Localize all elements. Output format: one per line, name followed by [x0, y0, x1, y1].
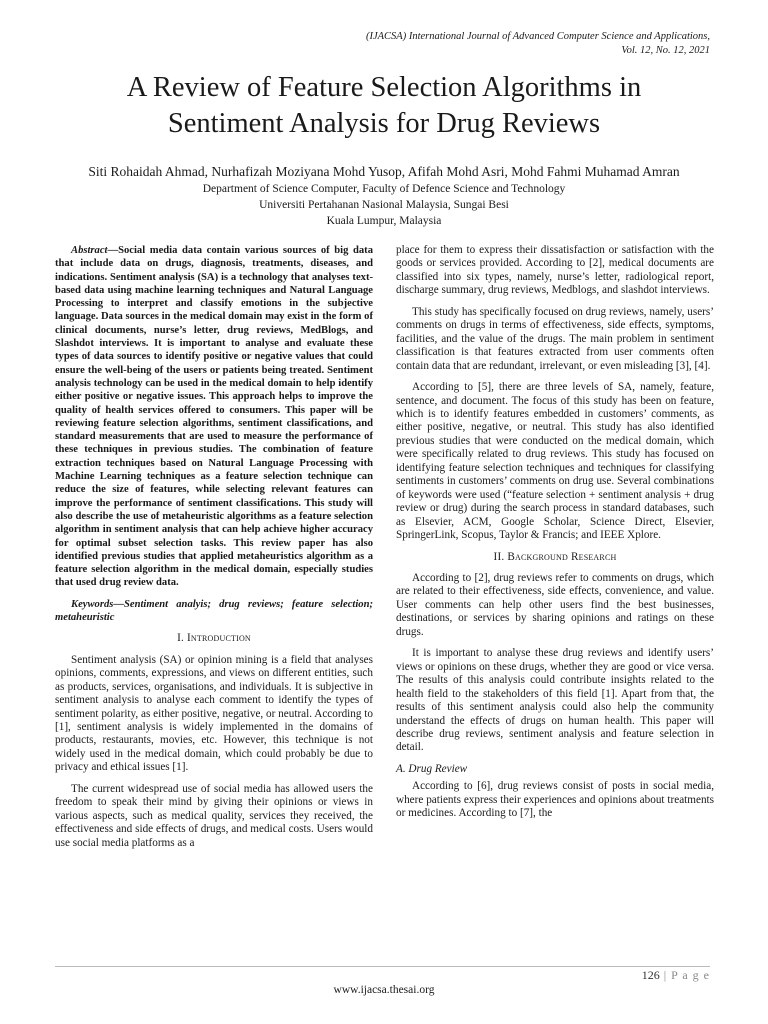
page-number [642, 968, 710, 983]
right-column [396, 244, 714, 829]
abstract-label: Abstract [71, 245, 108, 256]
drug-review-paragraph-1: According to [6], drug reviews consist of posts in social media, where patients express their experiences and opinions about treatments or medicines. According to [7], the [396, 780, 714, 820]
page-number-value: 126 [641, 968, 660, 982]
footer-divider [55, 966, 710, 967]
intro-paragraph-5: According to [5], there are three levels of SA, namely, feature, sentence, and document. The focus of this study has been on feature, which is to identify features embedded in customers’ comments, as either positive, negative, or neutral. This study has also identified previous studies that were conducted on the medical domain, which were specifically related to drug reviews. This study has focused on identifying feature selection techniques and techniques for classifying sentiments in customers’ comments on drug use. Several combinations of keywords were used (“feature selection + sentiment analysis + drug review or drug) during the search process in standard databases, such as Elsevier, ACM, Google Scholar, Science Direct, Elsevier, SpringerLink, Scopus, Taylor & Francis; and IEEE Xplore. [396, 381, 714, 542]
journal-volume: Vol. 12, No. 12, 2021 [621, 45, 710, 56]
intro-paragraph-4: This study has specifically focused on drug reviews, namely, users’ comments on drugs in terms of effectiveness, side effects, symptoms, facilities, and the value of the drugs. The main problem in sentiment classification is that features extracted from user comments often contain data that are redundant, irrelevant, or even misleading [3], [4]. [396, 305, 714, 372]
journal-name: (IJACSA) International Journal of Advanced Computer Science and Applications, [365, 31, 710, 42]
affiliation-university: Universiti Pertahanan Nasional Malaysia, Sungai Besi [259, 199, 509, 211]
affiliation [40, 181, 728, 229]
author-list: Siti Rohaidah Ahmad, Nurhafizah Moziyana Mohd Yusop, Afifah Mohd Asri, Mohd Fahmi Muhamad Amran [88, 164, 680, 179]
background-paragraph-1: According to [2], drug reviews refer to comments on drugs, which are related to their effectiveness, side effects, convenience, and value. User comments can help other users find the best businesses, destinations, or services by sharing opinions and ratings on these drugs. [396, 571, 714, 638]
subsection-heading-drug-review: A. Drug Review [396, 762, 468, 775]
background-paragraph-2: It is important to analyse these drug reviews and identify users’ views or opinions on these drugs, whether they are good or vice versa. The results of this analysis could contribute insights related to the health field to the stakeholders of this field [1]. Apart from that, the results of this sentiment analysis could also help the community understand the effects of drugs on human health. This paper will describe drug reviews, sentiment analysis and feature selection in detail. [396, 647, 714, 754]
section-heading-introduction: I. Introduction [177, 632, 251, 645]
intro-paragraph-2: The current widespread use of social media has allowed users the freedom to speak their mind by giving their opinions or views in various aspects, such as medical quality, services they received, the effectiveness and side effects of drugs, and medical costs. Users would use social media platforms as a [55, 782, 373, 849]
intro-paragraph-1: Sentiment analysis (SA) or opinion mining is a field that analyses opinions, comments, expressions, and views on different entities, such as products, services, organisations, and individuals. It is subjective in sentiment analysis to analyse each comment to identify the types of sentiment polarity, as either positive, negative, or neutral. According to [1], sentiment analysis is widely implemented in the domains of products, restaurants, movies, etc. However, this technique is not widely used in the medical domain, which could probably be due to privacy and ethical issues [1]. [55, 653, 373, 774]
left-column [55, 244, 373, 858]
affiliation-department: Department of Science Computer, Faculty of Defence Science and Technology [202, 183, 566, 195]
abstract [55, 244, 373, 590]
title-line-1: A Review of Feature Selection Algorithms in [126, 72, 642, 103]
title-line-2: Sentiment Analysis for Drug Reviews [167, 108, 601, 139]
paper-title [60, 70, 708, 142]
website-link[interactable]: www.ijacsa.thesai.org [333, 984, 435, 996]
abstract-text: —Social media data contain various sources of big data that include data on drugs, diagnosis, treatments, diseases, and indications. Sentiment analysis (SA) is a technology that analyses text-based data using machine learning techniques and Natural Language Processing to interpret and classify emotions in the subjective language. Data sources in the medical domain may exist in the form of clinical documents, nurse’s letter, drug reviews, MedBlogs, and Slashdot interviews. It is important to analyse and evaluate these types of data sources to identify positive or negative values that could ensure the well-being of the users or patients being treated. Sentiment analysis technology can be used in the medical domain to help identify either positive or negative issues. This approach helps to improve the quality of health services offered to consumers. This paper will be reviewing feature selection algorithms, sentiment classifications, and standard measurements that are used to measure the performance of these techniques in previous studies. The combination of feature extraction techniques based on Natural Language Processing with Machine Learning techniques as a feature selection technique can reduce the size of features, while selecting relevant features can improve the performance of sentiment classifications. This study will also describe the use of metaheuristic algorithms as a feature selection algorithm in sentiment analysis that can help achieve higher accuracy for optimal subset selection tasks. This review paper has also identified previous studies that applied metaheuristics algorithm as a feature selection algorithm in the medical domain, especially studies that used drug review data. [55, 245, 373, 589]
affiliation-location: Kuala Lumpur, Malaysia [326, 215, 442, 227]
keywords: Keywords—Sentiment analyis; drug reviews; feature selection; metaheuristic [55, 598, 373, 624]
journal-header [190, 30, 710, 58]
section-heading-background: II. Background Research [493, 550, 617, 563]
page-label: | P a g e [659, 968, 710, 982]
intro-paragraph-3: place for them to express their dissatisfaction or satisfaction with the goods or services provided. According to [2], medical documents are classified into six types, namely, nurse’s letter, radiological report, discharge summary, drug reviews, Medblogs, and slashdot interviews. [396, 244, 714, 297]
